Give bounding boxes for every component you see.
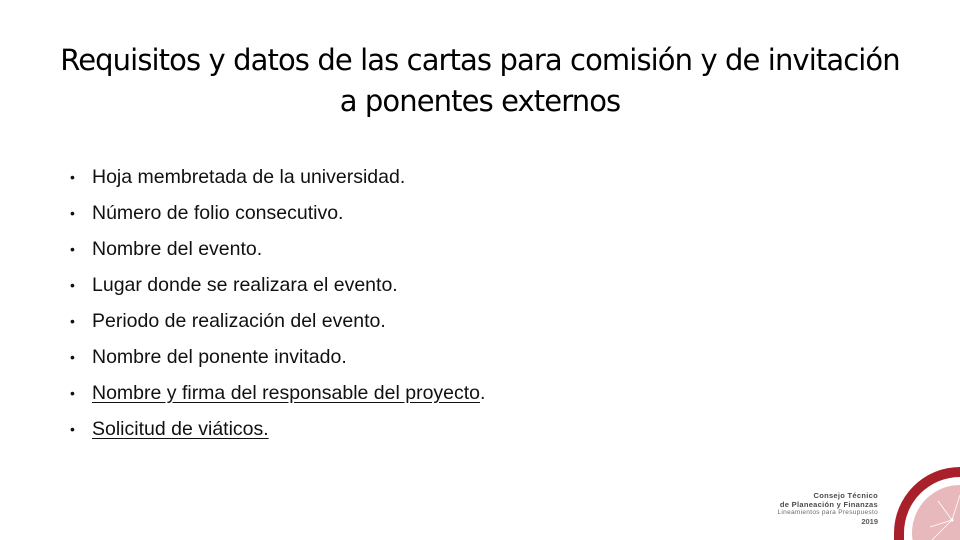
list-item-text: Lugar donde se realizara el evento.	[92, 274, 398, 296]
list-item-text: Número de folio consecutivo.	[92, 202, 344, 224]
list-item	[70, 411, 485, 447]
list-item	[70, 267, 485, 303]
list-item-text: Hoja membretada de la universidad.	[92, 166, 406, 188]
requirements-list	[70, 159, 485, 447]
bullet-icon: •	[70, 421, 75, 437]
council-logo-icon	[890, 465, 960, 540]
list-item-text-underlined: Nombre y firma del responsable del proyecto	[92, 382, 481, 404]
bullet-icon: •	[70, 205, 75, 221]
list-item-text: Nombre del ponente invitado.	[92, 346, 347, 368]
list-item-text: Nombre del evento.	[92, 238, 263, 260]
bullet-icon: •	[70, 385, 75, 401]
list-item-text: Periodo de realización del evento.	[92, 310, 386, 332]
bullet-icon: •	[70, 169, 75, 185]
list-item-suffix: .	[480, 382, 486, 404]
bullet-icon: •	[70, 313, 75, 329]
logo-line-2: de Planeación y Finanzas	[779, 499, 878, 509]
list-item	[70, 375, 485, 411]
bullet-icon: •	[70, 277, 75, 293]
logo-year: 2019	[861, 516, 878, 526]
logo-line-3: Lineamientos para Presupuesto	[777, 509, 878, 516]
list-item	[70, 303, 485, 339]
list-item	[70, 339, 485, 375]
list-item	[70, 195, 485, 231]
list-item	[70, 159, 485, 195]
title-line-1: Requisitos y datos de las cartas para comisión y de invitación	[60, 43, 900, 77]
list-item	[70, 231, 485, 267]
slide-title	[30, 40, 930, 122]
bullet-icon: •	[70, 349, 75, 365]
title-line-2: a ponentes externos	[339, 84, 621, 118]
council-logo-text	[778, 492, 878, 526]
list-item-text-underlined: Solicitud de viáticos.	[92, 418, 269, 440]
logo-line-1: Consejo Técnico	[813, 491, 878, 500]
bullet-icon: •	[70, 241, 75, 257]
